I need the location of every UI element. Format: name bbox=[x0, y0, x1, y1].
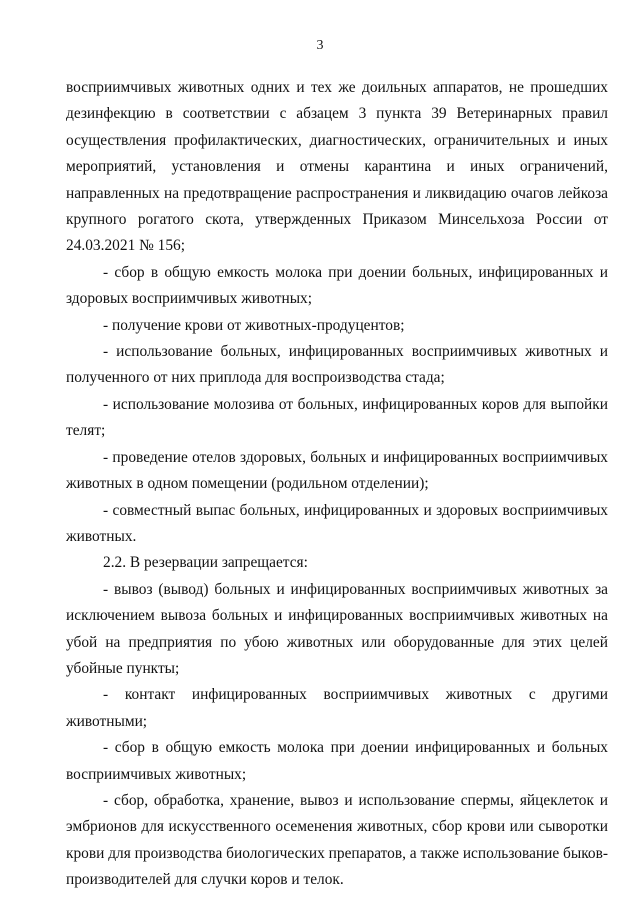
paragraph-item: - сбор в общую емкость молока при доении инфицированных и больных восприимчивых животных; bbox=[66, 739, 608, 783]
paragraph-item: - сбор в общую емкость молока при доении больных, инфицированных и здоровых восприимчивых животных; bbox=[66, 263, 608, 308]
paragraph-item: - использование молозива от больных, инфицированных коров для выпойки телят; bbox=[66, 395, 608, 440]
page-number: 3 bbox=[316, 38, 324, 53]
paragraph-continuation: восприимчивых животных одних и тех же доильных аппаратов, не прошедших дезинфекцию в соответствии с абзацем 3 пункта 39 Ветеринарных правил осуществления профилактических, диагностических, ограничительных и иных мероприятий, установления и отмены карантина и иных ограничений, направленных на предотвращение распространения и ликвидацию очагов лейкоза крупного рогатого скота, утвержденных Приказом Минсельхоза России от 24.03.2021 № 156; bbox=[66, 79, 608, 255]
paragraph-item: - совместный выпас больных, инфицированных и здоровых восприимчивых животных. bbox=[66, 501, 608, 545]
paragraph-item: - проведение отелов здоровых, больных и инфицированных восприимчивых животных в одном помещении (родильном отделении); bbox=[66, 448, 608, 493]
paragraph-item: - контакт инфицированных восприимчивых животных с другими животными; bbox=[66, 686, 608, 730]
paragraph-item: - вывоз (вывод) больных и инфицированных восприимчивых животных за исключением вывоза больных и инфицированных восприимчивых животных на убой на предприятия по убою животных или оборудованные для этих целей убойные пункты; bbox=[66, 580, 608, 677]
paragraph-item: - получение крови от животных-продуцентов; bbox=[103, 316, 405, 334]
paragraph-item: - использование больных, инфицированных восприимчивых животных и полученного от них приплода для воспроизводства стада; bbox=[66, 343, 608, 387]
paragraph-item: - сбор, обработка, хранение, вывоз и использование спермы, яйцеклеток и эмбрионов для искусственного осеменения животных, сбор крови или сыворотки крови для производства биологических препаратов, а также использование быков-производителей для случки коров и телок. bbox=[66, 791, 608, 889]
document-body bbox=[66, 75, 608, 894]
section-heading: 2.2. В резервации запрещается: bbox=[103, 554, 308, 572]
